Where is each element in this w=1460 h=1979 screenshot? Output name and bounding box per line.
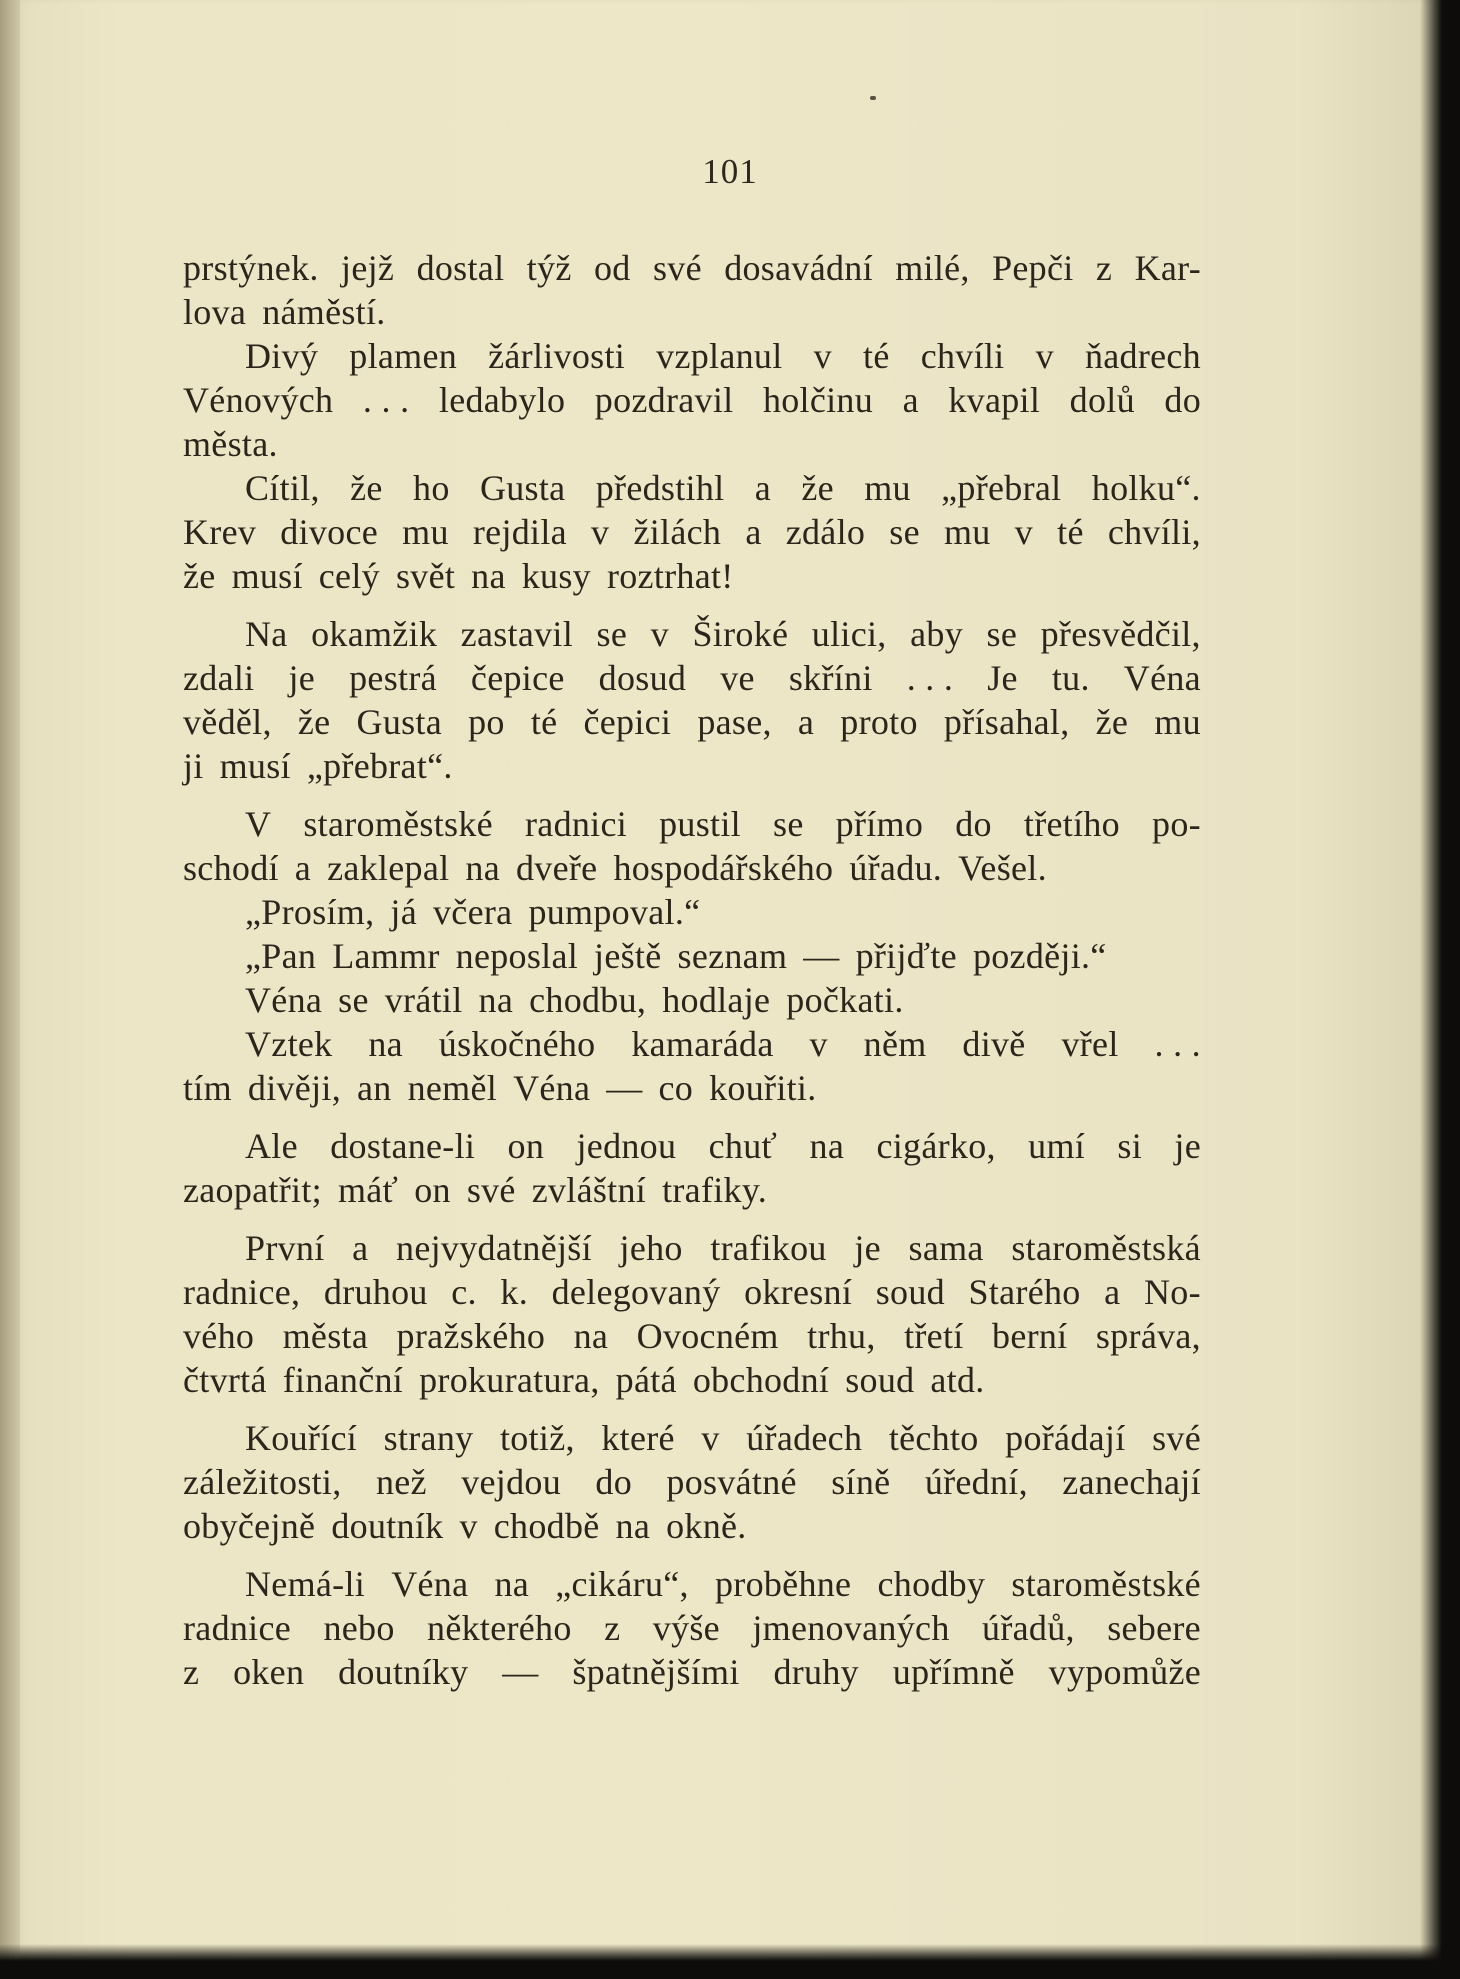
word: záležitosti,	[183, 1462, 342, 1502]
word: sama	[908, 1228, 984, 1268]
text-line	[183, 554, 1201, 598]
word: té	[863, 336, 890, 376]
word: třetí	[904, 1316, 964, 1356]
word: včera	[433, 892, 513, 932]
text-line	[183, 422, 1201, 466]
word: sebere	[1107, 1608, 1201, 1648]
word: žilách	[633, 512, 722, 552]
word: „Prosím,	[245, 892, 375, 932]
text-line	[183, 290, 1201, 334]
word: v	[809, 1024, 828, 1064]
word: . . .	[1154, 1024, 1201, 1064]
word: od	[593, 248, 631, 288]
text-line	[183, 744, 1201, 788]
word: pestrá	[349, 658, 437, 698]
word: dostal	[416, 248, 505, 288]
word: milé,	[895, 248, 970, 288]
word: na	[615, 1506, 651, 1546]
word: cigárko,	[876, 1126, 996, 1166]
word: je	[288, 658, 316, 698]
word: kamaráda	[631, 1024, 774, 1064]
word: k.	[500, 1272, 529, 1312]
word: správa,	[1095, 1316, 1201, 1356]
word: okně.	[666, 1506, 747, 1546]
word: Pepči	[992, 248, 1074, 288]
word: chodbě	[493, 1506, 600, 1546]
word: trafikou	[710, 1228, 827, 1268]
text-line	[183, 890, 1201, 934]
word: proto	[840, 702, 918, 742]
word: radnice,	[183, 1272, 301, 1312]
text-line	[183, 1226, 1201, 1270]
word: kvapil	[948, 380, 1041, 420]
text-line	[183, 246, 1201, 290]
word: než	[375, 1462, 427, 1502]
word: Nemá-li	[245, 1564, 366, 1604]
word: Véna	[513, 1068, 591, 1108]
word: mu	[864, 468, 911, 508]
word: vypomůže	[1048, 1652, 1201, 1692]
word: ve	[720, 658, 755, 698]
word: v	[591, 512, 610, 552]
word: vrátil	[384, 980, 463, 1020]
word: Je	[987, 658, 1018, 698]
word: V	[245, 804, 272, 844]
word: neposlal	[455, 936, 579, 976]
word: že	[801, 468, 834, 508]
word: doutníky	[338, 1652, 469, 1692]
word: v	[701, 1418, 720, 1458]
word: přísahal,	[943, 702, 1070, 742]
body-text	[183, 246, 1201, 1694]
word: ledabylo	[438, 380, 566, 420]
word: že	[350, 468, 383, 508]
text-line	[183, 656, 1201, 700]
word: Kar-	[1134, 248, 1201, 288]
word: chuť	[708, 1126, 778, 1166]
word: lova	[183, 292, 247, 332]
word: holku“.	[1091, 468, 1201, 508]
word: ulici,	[811, 614, 887, 654]
text-line	[183, 510, 1201, 554]
word: strany	[383, 1418, 474, 1458]
word: Véna	[1123, 658, 1201, 698]
word: chvíli	[920, 336, 1005, 376]
word: té	[1057, 512, 1084, 552]
word: já	[390, 892, 417, 932]
word: posvátné	[666, 1462, 797, 1502]
word: „cikáru“,	[555, 1564, 689, 1604]
word: svět	[395, 556, 456, 596]
word: mu	[1154, 702, 1201, 742]
word: radnici	[525, 804, 628, 844]
word: na	[573, 1316, 609, 1356]
word: kusy	[521, 556, 591, 596]
word: Na	[245, 614, 288, 654]
word: celý	[318, 556, 380, 596]
word: obyčejně	[183, 1506, 316, 1546]
word: a	[745, 512, 762, 552]
word: pátá	[615, 1360, 677, 1400]
word: zastavil	[460, 614, 574, 654]
word: chvíli,	[1107, 512, 1201, 552]
word: Divý	[245, 336, 319, 376]
word: —	[606, 1068, 643, 1108]
word: staroměstské	[303, 804, 493, 844]
word: předstihl	[595, 468, 725, 508]
word: a	[797, 702, 815, 742]
word: jejž	[341, 248, 395, 288]
word: divoce	[280, 512, 379, 552]
word: kouřiti.	[709, 1068, 817, 1108]
text-line	[183, 378, 1201, 422]
word: Vénových	[183, 380, 334, 420]
word: tu.	[1051, 658, 1090, 698]
word: schodí	[183, 848, 279, 888]
page-edge-shadow	[1420, 0, 1460, 1979]
word: doutník	[331, 1506, 444, 1546]
word: rejdila	[472, 512, 567, 552]
word: —	[502, 1652, 539, 1692]
word: Gusta	[356, 702, 443, 742]
word: hodlaje	[662, 980, 771, 1020]
word: si	[1117, 1126, 1143, 1166]
word: týž	[526, 248, 572, 288]
word: mu	[944, 512, 991, 552]
word: do	[955, 804, 992, 844]
word: jednou	[576, 1126, 677, 1166]
word: co	[658, 1068, 694, 1108]
word: špatnějšími	[572, 1652, 740, 1692]
word: po	[468, 702, 505, 742]
word: holčinu	[762, 380, 874, 420]
word: dolů	[1069, 380, 1135, 420]
word: v	[813, 336, 832, 376]
word: totiž,	[499, 1418, 575, 1458]
word: . . .	[906, 658, 954, 698]
text-line	[183, 1270, 1201, 1314]
text-line	[183, 1314, 1201, 1358]
word: se	[596, 614, 628, 654]
word: delegovaný	[551, 1272, 721, 1312]
word: obchodní	[692, 1360, 830, 1400]
word: města.	[183, 424, 278, 464]
text-line	[183, 934, 1201, 978]
word: vzplanul	[656, 336, 783, 376]
word: c.	[451, 1272, 477, 1312]
word: pražského	[396, 1316, 546, 1356]
word: že	[183, 556, 216, 596]
word: těchto	[888, 1418, 979, 1458]
word: —	[803, 936, 840, 976]
word: úřadu.	[849, 848, 943, 888]
word: divěji,	[247, 1068, 341, 1108]
word: své	[466, 1170, 516, 1210]
word: se	[773, 804, 804, 844]
word: okamžik	[311, 614, 438, 654]
word: „přebrat“.	[306, 746, 453, 786]
word: . . .	[362, 380, 410, 420]
word: nebo	[323, 1608, 395, 1648]
text-line	[183, 466, 1201, 510]
text-line	[183, 1460, 1201, 1504]
word: soud	[845, 1360, 915, 1400]
word: té	[530, 702, 558, 742]
word: Ale	[245, 1126, 298, 1166]
word: po-	[1152, 804, 1201, 844]
word: aby	[910, 614, 963, 654]
text-line	[183, 700, 1201, 744]
word: ji	[183, 746, 204, 786]
word: a	[754, 468, 772, 508]
word: do	[1164, 380, 1201, 420]
word: své	[1152, 1418, 1201, 1458]
word: na	[478, 980, 514, 1020]
text-line	[183, 978, 1201, 1022]
word: Gusta	[479, 468, 566, 508]
word: „přebral	[941, 468, 1062, 508]
word: věděl,	[183, 702, 272, 742]
text-line	[183, 1124, 1201, 1168]
word: města	[282, 1316, 369, 1356]
page-gutter	[0, 0, 20, 1961]
word: proběhne	[714, 1564, 852, 1604]
word: První	[245, 1228, 325, 1268]
word: Kouřící	[245, 1418, 358, 1458]
paper-speck	[870, 96, 876, 100]
word: v	[459, 1506, 478, 1546]
page-bottom-shadow	[0, 1944, 1460, 1979]
word: Starého	[968, 1272, 1081, 1312]
word: oken	[233, 1652, 305, 1692]
word: z	[1095, 248, 1113, 288]
word: se	[338, 980, 369, 1020]
word: některého	[427, 1608, 572, 1648]
word: musí	[231, 556, 303, 596]
word: v	[1035, 336, 1054, 376]
word: vejdou	[461, 1462, 561, 1502]
text-line	[183, 1416, 1201, 1460]
word: z	[604, 1608, 621, 1648]
word: mu	[402, 512, 449, 552]
word: Lammr	[332, 936, 440, 976]
word: dveře	[516, 848, 598, 888]
word: divě	[962, 1024, 1026, 1064]
text-line	[183, 334, 1201, 378]
text-line	[183, 1650, 1201, 1694]
word: skříni	[788, 658, 873, 698]
word: své	[652, 248, 702, 288]
word: jmenovaných	[752, 1608, 950, 1648]
word: prstýnek.	[183, 248, 319, 288]
word: je	[854, 1228, 881, 1268]
word: dosavádní	[724, 248, 873, 288]
word: nejvydatnější	[396, 1228, 592, 1268]
word: z	[183, 1652, 200, 1692]
word: „Pan	[245, 936, 317, 976]
word: zdali	[183, 658, 255, 698]
word: Cítil,	[245, 468, 320, 508]
word: do	[595, 1462, 633, 1502]
word: dostane-li	[330, 1126, 476, 1166]
text-line	[183, 1168, 1201, 1212]
text-line	[183, 612, 1201, 656]
word: výše	[652, 1608, 720, 1648]
page-number: 101	[702, 152, 758, 191]
word: pustil	[659, 804, 741, 844]
text-line	[183, 1358, 1201, 1402]
word: a	[352, 1228, 369, 1268]
word: a	[1104, 1272, 1121, 1312]
word: prokuratura,	[419, 1360, 600, 1400]
word: a	[294, 848, 312, 888]
word: staroměstské	[1011, 1564, 1201, 1604]
word: on	[414, 1170, 451, 1210]
word: máť	[337, 1170, 399, 1210]
word: zaopatřit;	[183, 1170, 322, 1210]
word: se	[986, 614, 1018, 654]
word: zvláštní	[531, 1170, 647, 1210]
word: druhy	[773, 1652, 859, 1692]
word: třetího	[1023, 804, 1120, 844]
word: Ovocném	[636, 1316, 779, 1356]
word: se	[889, 512, 920, 552]
word: že	[1095, 702, 1129, 742]
word: něm	[863, 1024, 927, 1064]
word: seznam	[677, 936, 788, 976]
word: přijďte	[855, 936, 957, 976]
text-line	[183, 802, 1201, 846]
word: úskočného	[438, 1024, 596, 1064]
word: Široké	[692, 614, 789, 654]
word: soud	[875, 1272, 945, 1312]
word: neměl	[407, 1068, 498, 1108]
word: trhu,	[807, 1316, 876, 1356]
word: že	[297, 702, 331, 742]
word: hospodářského	[613, 848, 834, 888]
word: které	[601, 1418, 675, 1458]
word: v	[650, 614, 669, 654]
word: čepici	[583, 702, 672, 742]
word: přímo	[835, 804, 924, 844]
word: berní	[992, 1316, 1068, 1356]
word: vého	[183, 1316, 255, 1356]
word: zanechají	[1062, 1462, 1201, 1502]
word: úřadech	[746, 1418, 863, 1458]
word: zdálo	[785, 512, 866, 552]
text-line	[183, 1022, 1201, 1066]
word: síně	[831, 1462, 891, 1502]
word: atd.	[930, 1360, 985, 1400]
word: úřední,	[924, 1462, 1028, 1502]
word: on	[507, 1126, 545, 1166]
word: na	[368, 1024, 403, 1064]
word: čtvrtá	[183, 1360, 267, 1400]
text-line	[183, 1066, 1201, 1110]
word: finanční	[282, 1360, 404, 1400]
word: Véna	[245, 980, 323, 1020]
word: ho	[413, 468, 450, 508]
word: druhou	[323, 1272, 428, 1312]
word: na	[494, 1564, 530, 1604]
text-line	[183, 1562, 1201, 1606]
text-line	[183, 1504, 1201, 1548]
word: na	[471, 556, 506, 596]
word: zaklepal	[327, 848, 450, 888]
word: plamen	[349, 336, 458, 376]
word: počkati.	[786, 980, 904, 1020]
word: Véna	[391, 1564, 469, 1604]
word: náměstí.	[262, 292, 386, 332]
word: Vztek	[245, 1024, 333, 1064]
text-line	[183, 846, 1201, 890]
word: Krev	[183, 512, 257, 552]
word: je	[1174, 1126, 1201, 1166]
word: musí	[219, 746, 291, 786]
word: ještě	[594, 936, 662, 976]
word: úřadů,	[982, 1608, 1075, 1648]
word: okresní	[744, 1272, 853, 1312]
word: an	[357, 1068, 392, 1108]
word: a	[902, 380, 919, 420]
word: vřel	[1061, 1024, 1119, 1064]
word: pozdravil	[594, 380, 734, 420]
text-line	[183, 1606, 1201, 1650]
word: staroměstská	[1011, 1228, 1201, 1268]
word: pase,	[697, 702, 772, 742]
word: ňadrech	[1084, 336, 1201, 376]
word: chodbu,	[529, 980, 647, 1020]
word: žárlivosti	[488, 336, 626, 376]
word: přesvědčil,	[1040, 614, 1201, 654]
word: chodby	[877, 1564, 986, 1604]
word: Vešel.	[958, 848, 1047, 888]
word: trafiky.	[662, 1170, 768, 1210]
word: radnice	[183, 1608, 292, 1648]
word: umí	[1028, 1126, 1086, 1166]
word: No-	[1144, 1272, 1201, 1312]
word: čepice	[470, 658, 565, 698]
word: upřímně	[892, 1652, 1015, 1692]
word: tím	[183, 1068, 232, 1108]
word: v	[1014, 512, 1034, 552]
word: pumpoval.“	[528, 892, 701, 932]
word: pořádají	[1005, 1418, 1126, 1458]
word: roztrhat!	[606, 556, 734, 596]
word: jeho	[619, 1228, 683, 1268]
word: na	[465, 848, 500, 888]
word: na	[809, 1126, 845, 1166]
word: později.“	[972, 936, 1107, 976]
word: dosud	[598, 658, 687, 698]
